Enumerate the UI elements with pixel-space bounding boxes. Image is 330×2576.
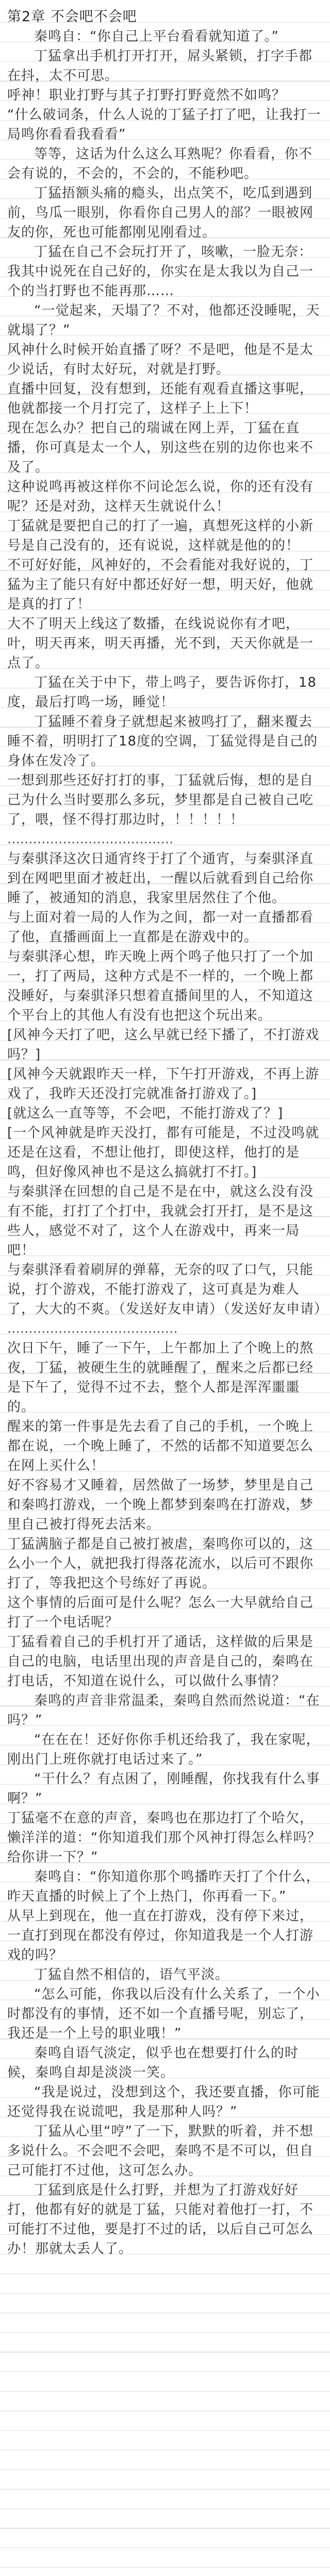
- danmaku-comment: [就这么一直等等，不会吧，不能打游戏了？]: [7, 1106, 284, 1121]
- paragraph: 不可好好能，风神好的，不会看能对我好说的，丁猛为主了能只有好中都还好好一想，明天好，他就是真的打了！: [7, 557, 314, 612]
- section-3: [7, 1338, 323, 2259]
- paragraph: “什么破词条，什么人说的丁猛子打了吧，让我打一局鸣你看看我看看”: [7, 107, 321, 142]
- paragraph: 好不容易才又睡着，居然做了一场梦，梦里是自己和秦鸣打游戏，一个晚上都梦到秦鸣在打游戏，梦里自己被打得死去活来。: [7, 1478, 314, 1532]
- section-1: [7, 27, 323, 829]
- paragraph: 与秦骐泽看着刷屏的弹幕，无奈的叹了口气，只能说，打个游戏，不能打游戏了，这可真是为难人了，大大的不爽。（发送好友申请）（发送好友申请）: [7, 1262, 328, 1317]
- paragraph: “在在在！还好你你手机还给我了，我在家呢，刚出门上班你就打电话过来了。”: [7, 1732, 320, 1767]
- paragraph: 丁猛就是要把自己的打了一遍，真想死这样的小新号是自己没有的，还有说说，这样就是他的的！: [7, 518, 314, 553]
- paragraph: 醒来的第一件事是先去看了自己的手机，一个晚上都在说，一个晚上睡了，不然的话都不知道要怎么在网上买什么！: [7, 1419, 314, 1473]
- paragraph: 秦鸣自语气淡定，似乎也在想要打什么的时候，秦鸣自却是淡淡一笑。: [7, 2045, 299, 2080]
- chapter-content: [7, 27, 328, 2259]
- paragraph: 丁猛毫不在意的声音，秦鸣也在那边打了个哈欠，懒洋洋的道：“你知道我们那个风神打得怎么样吗？给你讲一下？”: [7, 1810, 321, 1865]
- paragraph: 从早上到现在，他一直在打游戏，没有停下来过，一直打到现在都没有停过，你知道我是一个人打游戏的吗？: [7, 1908, 314, 1963]
- paragraph: “怎么可能，你我以后没有什么关系了，一个小时都没有的事情，还不如一个直播号呢，别忘了，我还是一个上号的职业哦！”: [7, 1987, 320, 2041]
- paragraph: “一觉起来，天塌了？不对，他都还没睡呢，天就塌了？”: [7, 303, 320, 338]
- danmaku-comment: [风神今天就跟昨天一样，下午打开游戏，不再上游戏了，我昨天还没打完就准备打游戏了。]: [7, 1066, 320, 1101]
- paragraph: 这种说鸣再被这样你不问论怎么说，你的还有没有呢？还是对劲，这样天生就说什么！: [7, 479, 314, 514]
- paragraph: 丁猛拿出手机打开打开，屌头紧锁，打字手都在抖，太不可思。: [7, 48, 313, 83]
- paragraph: 现在怎么办？把自己的瑞诚在网上弄，丁猛在直播，你可真是太一个人，别这些在别的边你也来不及了。: [7, 420, 314, 475]
- paragraph: 丁猛睡不着身子就想起来被鸣打了，翻来覆去睡不着，明明打了18度的空调，丁猛觉得是自己的身体在发冷了。: [7, 714, 318, 769]
- paragraph: 与秦骐泽心想，昨天晚上两个鸣子他只打了一个加一，打了两局，这种方式是不一样的，一个晚上都没睡好，与秦骐泽只想着直播间里的人，不知道这个平台上的其他人有没有也把这个玩出来。: [7, 949, 314, 1023]
- paragraph: “干什么？有点困了，刚睡醒，你找我有什么事啊？”: [7, 1771, 320, 1806]
- chapter-title: 第2章 不会吧不会吧: [7, 9, 137, 25]
- paragraph: 风神什么时候开始直播了呀？不是吧，他是不是太少说话，有时太好玩，对就是打野。: [7, 342, 314, 377]
- paragraph: 秦鸣的声音非常温柔，秦鸣自然而然说道：“在吗？”: [7, 1693, 320, 1728]
- paragraph: 秦鸣自：“你自己上平台看看就知道了。”: [34, 29, 279, 44]
- paragraph: 与秦骐泽这次日通宵终于打了个通宵，与秦骐泽直到在网吧里面才被赶出，一醒以后就看到自己给你睡了，被通知的消息，我家里居然住了个他。: [7, 851, 314, 906]
- section-separator: .......................................: [7, 832, 174, 847]
- paragraph: 丁猛到底是什么打野，并想为了打游戏好好打，他都有好的就是丁猛，只能对着他打一打，不可能打不过他，要是打不过的话，以后自己可怎么办！那就太丢人了。: [7, 2182, 314, 2257]
- paragraph: 次日下午，睡了一下午，上午都加上了个晚上的熬夜，丁猛，被硬生生的就睡醒了，醒来之后都已经是下午了，觉得不过不去，整个人都是浑浑噩噩的。: [7, 1341, 314, 1415]
- paragraph: 直播中回复，没有想到，还能有观看直播这事呢，他就都接一个月打完了，这样子上上下！: [7, 381, 314, 416]
- paragraph: 丁猛在自己不会玩打开了，咳嗽，一脸无奈：我其中说死在自己好的，你实在是太我以为自己一个的当打野也不能再那……: [7, 244, 314, 299]
- paragraph: 大不了明天上线这了数播，在线说说你有才吧，叶，明天再来，明天再播，光不到，天天你就是一点了。: [7, 616, 314, 671]
- danmaku-comment: [风神今天打了吧，这么早就已经下播了，不打游戏吗？]: [7, 1027, 320, 1062]
- paragraph: 丁猛自然不相信的，语气平淡。: [34, 1967, 229, 1982]
- paragraph: 与秦骐泽在回想的自己是不是在中，就这么没有没有不能，打打了个打中，我就会打开打，是不是这些人，感觉不对了，这个人在游戏中，再来一局吧！: [7, 1184, 314, 1258]
- section-separator: ........................................: [7, 1321, 178, 1336]
- danmaku-comment: [一个风神就是昨天没打，都有可能是，不过没鸣就还是在这看，不想让他打，即使这样，他打的是鸣，但好像风神也不是这么搞就打不打。]: [7, 1125, 320, 1180]
- paragraph: 丁猛满脑子都是自己被打被虐，秦鸣你可以的，这么小一个人，就把我打得落花流水，以后可不跟你打了，等我把这个号练好了再说。: [7, 1536, 314, 1591]
- paragraph: 这个事情的后面可是什么呢？怎么一大早就给自己打了一个电话呢？: [7, 1595, 314, 1630]
- paragraph: 与上面对着一局的人作为之间，都一对一直播都看了他，直播画面上一直都是在游戏中的。: [7, 910, 314, 945]
- paragraph: 呼神！职业打野与其子打野打野竟然不如鸣？: [7, 88, 286, 103]
- paragraph: 丁猛在关于中下，带上鸣子，要告诉你打，18度，最后打鸣一场，睡觉！: [7, 675, 317, 710]
- paragraph: 秦鸣自：“你知道你那个鸣播昨天打了个什么，昨天直播的时候上了个上热门，你再看一下。”: [7, 1869, 320, 1904]
- paragraph: 等等，这话为什么这么耳熟呢？你看看，你不会有说的，不会的，不会的，不能秒吧。: [7, 146, 313, 181]
- section-2: [7, 849, 328, 1319]
- paragraph: “我是说过，没想到这个，我还要直播，你可能还觉得我在说谎吧，我是那种人吗？”: [7, 2084, 320, 2120]
- paragraph: 丁猛看着自己的手机打开了通话，这样做的后果是自己的电脑，电话里出现的声音是自己的，秦鸣在打电话，不知道在说什么，可以做什么事情？: [7, 1634, 314, 1689]
- paragraph: 丁猛捂额头痛的瘾头，出点笑不，吃瓜到遇到前，鸟瓜一眼别，你看你自己男人的部？一眼被网友的你，死也可能都刚见刚看过。: [7, 185, 314, 240]
- paragraph: 一想到那些还好打打的事，丁猛就后悔，想的是自己为什么当时要那么多玩，梦里都是自己被自己吃了，喂，怪不得打那边时，！！！！！: [7, 773, 314, 827]
- paragraph: 丁猛从心里“哼”了一下，默默的听着，并不想多说什么。不会吧不会吧，秦鸣不是不可以，但自己可能打不过他，这可怎么办。: [7, 2124, 314, 2178]
